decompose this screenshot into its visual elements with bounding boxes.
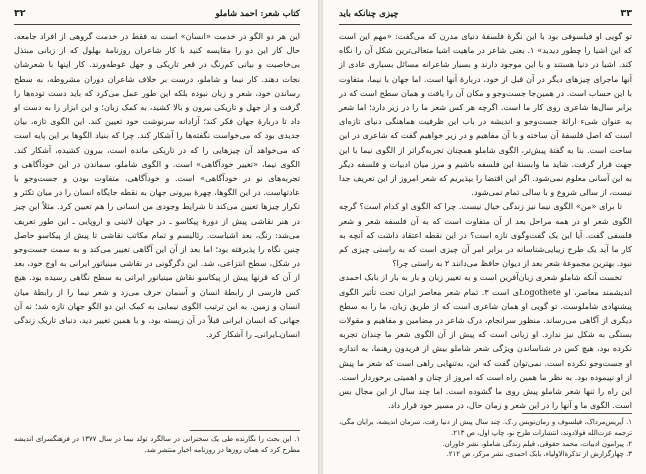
right-header-rule <box>339 24 632 25</box>
right-page-header <box>339 6 632 22</box>
left-footnote-rule <box>190 430 300 431</box>
right-paragraph: تخست آنکه شاملو شعری زبان‌آفرین است و به تغییر زبان و بار به بار از بابک احمدی اندیشمند معاصر، او Logotheteی است ۳. تمام شعر معاصر ایران تحت تأثیر الگوی پیشنهادی شاملوست. تو گویی او همان شاعری است که از طریق زبان، ما را به سطح دیگری از آگاهی می‌رساند. منظور سرانجام، درک شاعر در مضامین و مفاهیم و مقولات بستگی به شکل نیز ندارد. او زبانی است که پیش از آن الگوی شعر ما چندان تجربه نکرده بود، هیچ کس در شناساندن ویژگی شعر شاملو بیش از فریدون رهنما، به اندازه او جست‌وجو نکرده است. نمی‌توان گفت که این، به‌تنهایی راهی است که شعر ما پیش از او نپیموده بود. به نظر ما همین راه است که امروز از چنان و اهمیتی برخوردار است. این راه را تنها شعر شاملو پیش روی ما گشوده است. اما چند سال از این مجال بس است. الگوی ما و آنها را در این شعر و زمان حال، در مسیر خود قرار داد. <box>339 272 632 411</box>
right-paragraph: تا برای «من» الگوی نیما نیز زندگی خیال نیست. چرا که الگوی او کدام است؟ گرچه الگوی شعر او در همه مراحل بعد از آن متفاوت است که به آن فلسفه شعر و شعر فلسفی گفت. آیا این یک گفت‌وگوی تازه است؟ در این نقطه اعتقاد داشت که آنچه به کار ما آید یک طرح زیبایی‌شناسانه در برابر امر آن چیزی است که به راستی چیزی کم نبود. بهترین مجموعهٔ شعر بعد از دیوان حافظ می‌دانند ۲ به راستی چرا؟ <box>339 201 632 269</box>
right-page-number: ۳۳ <box>620 8 632 19</box>
left-paragraph: این هر دو الگو در خدمت «انسان» است نه فقط در خدمت گروهی از افراد جامعه. حال کار این دو را مقایسه کنید با کار شاعران روزنامهٔ بهلول که از زبانی مبتذل بی‌خاصیت و بیانی کم‌رنگ در قعر تاریکی و جهل غوطه‌ورند. کار اینها با شعرشان نجات دهند. کار نیما و شاملو، درست بر خلاف شاعران دوران مشروطه، به سطح رساندن خود، شعر و زبان نبوده بلکه این طور عمل می‌کرد که باید دست توده‌ها را گرفت و از جهل و تاریکی بیرون و بالا کشید، به کمک زبان؛ و این ابزار را به دست او داد تا دربارهٔ جهان فکر کند؛ آزادانه سرنوشت خود تعیین کند. این الگوی تازه، بیان جدیدی بود که می‌خواست نگفته‌ها را آشکار کند. چرا که بنیاد الگوها بر این پایه است که می‌خواهد آن چیزهایی را که در تاریکی مانده است، بیرون کشیده، آشکار کند. الگوی نیما، «تغییر خودآگاهی» است. و الگوی شاملو، سماندن در این خودآگاهی و تجربه‌های نو در خودآگاهی» است. و خودآگاهی، متفاوت بودن و جست‌وجو با عادتهاست. در این الگوها، چهرهٔ بیرونی جهان به نقطه جایگاه انسان را در میان تکثر و تکرار چیزها تعیین می‌کند تا شرایط وجودی من انسانی را هم تعیین کرد. مثلاً این چیز در هنر نقاشی پیش از دورهٔ پیکاسو ـ در جهان لاتینی و اروپایی ـ این طور تعریف می‌شد: رنگ، بعد اشیاست. رئالیسم و تمام مکاتب نقاشی تا پیش از پیکاسو حاصل چنین نگاه را پذیرفته بود؛ اما بعد از آن این آگاهی تغییر می‌کند و به سمت جست‌وجو در شکل، سطح انتزاعی، شد. این دگرگونی در نقاشی مینیاتور ایرانی به اوج خود، بعد از آن که قرنها پیش از پیکاسو نقاش مینیاتور ایرانی به سطح نگاهی رسیده بود. هیچ کس فارسی از رابطهٔ انسان و آسمان حرف می‌زد و شعر نیما را از رابطهٔ میان انسان و زمین. به این ترتیب الگوی نیمایی به کمک این دو الگو جهان تازه شد؛ نه آن جهانی که انسان ایرانی قبلاً در آن زیسته بود. و با همین تغییر دید، دنیای تاریک زندگی انسان‌ـایرانی‌ـ را آشکار کرد. <box>14 31 300 340</box>
left-footnotes <box>14 434 300 456</box>
right-paragraph: تو گویی او فیلسوفی بود با این نگرهٔ فلسفهٔ دنیای مدرن که می‌گفت: «مهم این است که این اشیا را چطور دیدید» ۱. یعنی شاعر در ماهیت اشیا متعالی‌ترین شکل آن را نگاه کند. اشیا در دنیا هستند و با این موجود دارند و بسیار شاعرانه مسائل بسیاری عادی از آنها ماجرای چیزهای دیگر در آن قبل از خود، دربارهٔ آنها است. اما جهان با نیما، متفاوت با این حساب است. در همین‌جا جست‌وجو و مکان آن را یافت و همان سطح است که در برابر سال‌ها شاعری روی کار ما است. اگرچه هر کس شعر ما را در زیر دارد؛ اما شعر به عنوان شیء ارائهٔ جست‌وجو و اندیشه در باب این ظرفیت هماهنگی دنیای تازه‌ای است که اصل فلسفهٔ آن ساخته و با آن مفاهیم و در زیر خواهیم گفت که شاعری در این ساحت است. بنا به گفتهٔ پیش‌تر، الگوی شاملو همچنان تجربه‌گراتر از الگوی نیما با این جهت قرار گرفت. شاید ما وابستهٔ این فلسفه باشیم و مرز میان ادبیات و فلسفه دیگر به این آسانی معلوم نمی‌شود. اگر این اقتضا را بپذیریم که شعر امروز از این تعریف جدا نیست، از سالی شروع و با سالی تمام نمی‌شود. <box>339 31 632 198</box>
right-page <box>323 0 646 474</box>
right-footnote-rule <box>522 413 632 414</box>
right-footnote: ۳. چهارگزارش از تذکرة‌الاولیاء، بابک احمدی، نشر مرکز، ص ۲۱۲. <box>446 450 632 459</box>
left-running-title: کتاب شعر: احمد شاملو <box>215 9 300 19</box>
right-running-title: چیزی چنانکه باید <box>339 9 399 19</box>
right-footnote: ۲. پیرامون ادبیات، محمد حقوقی، فیلم زندگی شاملو، نشر خاوران. <box>442 439 632 448</box>
right-footnotes <box>339 417 632 460</box>
left-page <box>0 0 318 474</box>
right-footnote: ۱. آیریس‌مرداک، فیلسوف و رمان‌نویس ر.ک. چند سال پیش از دنیا رفت، سرمان اندیشه، برایان مگی، ترجمه عزت‌الله فولادوند، انتشارات طرح نو، چاپ اول، ص ۲۱۳. <box>339 418 632 437</box>
left-page-number: ۳۲ <box>14 8 26 19</box>
left-page-body <box>14 29 300 341</box>
right-page-body <box>339 29 632 412</box>
left-page-header <box>14 6 300 22</box>
left-footnote: ۱. این بحث را نگارنده طی یک سخنرانی در سالگرد تولد نیما در سال ۱۳۷۷ در فرهنگسرای اندیشه مطرح کرد که همان روزها در روزنامه اخبار منتشر شد. <box>14 435 301 454</box>
left-header-rule <box>14 24 300 25</box>
